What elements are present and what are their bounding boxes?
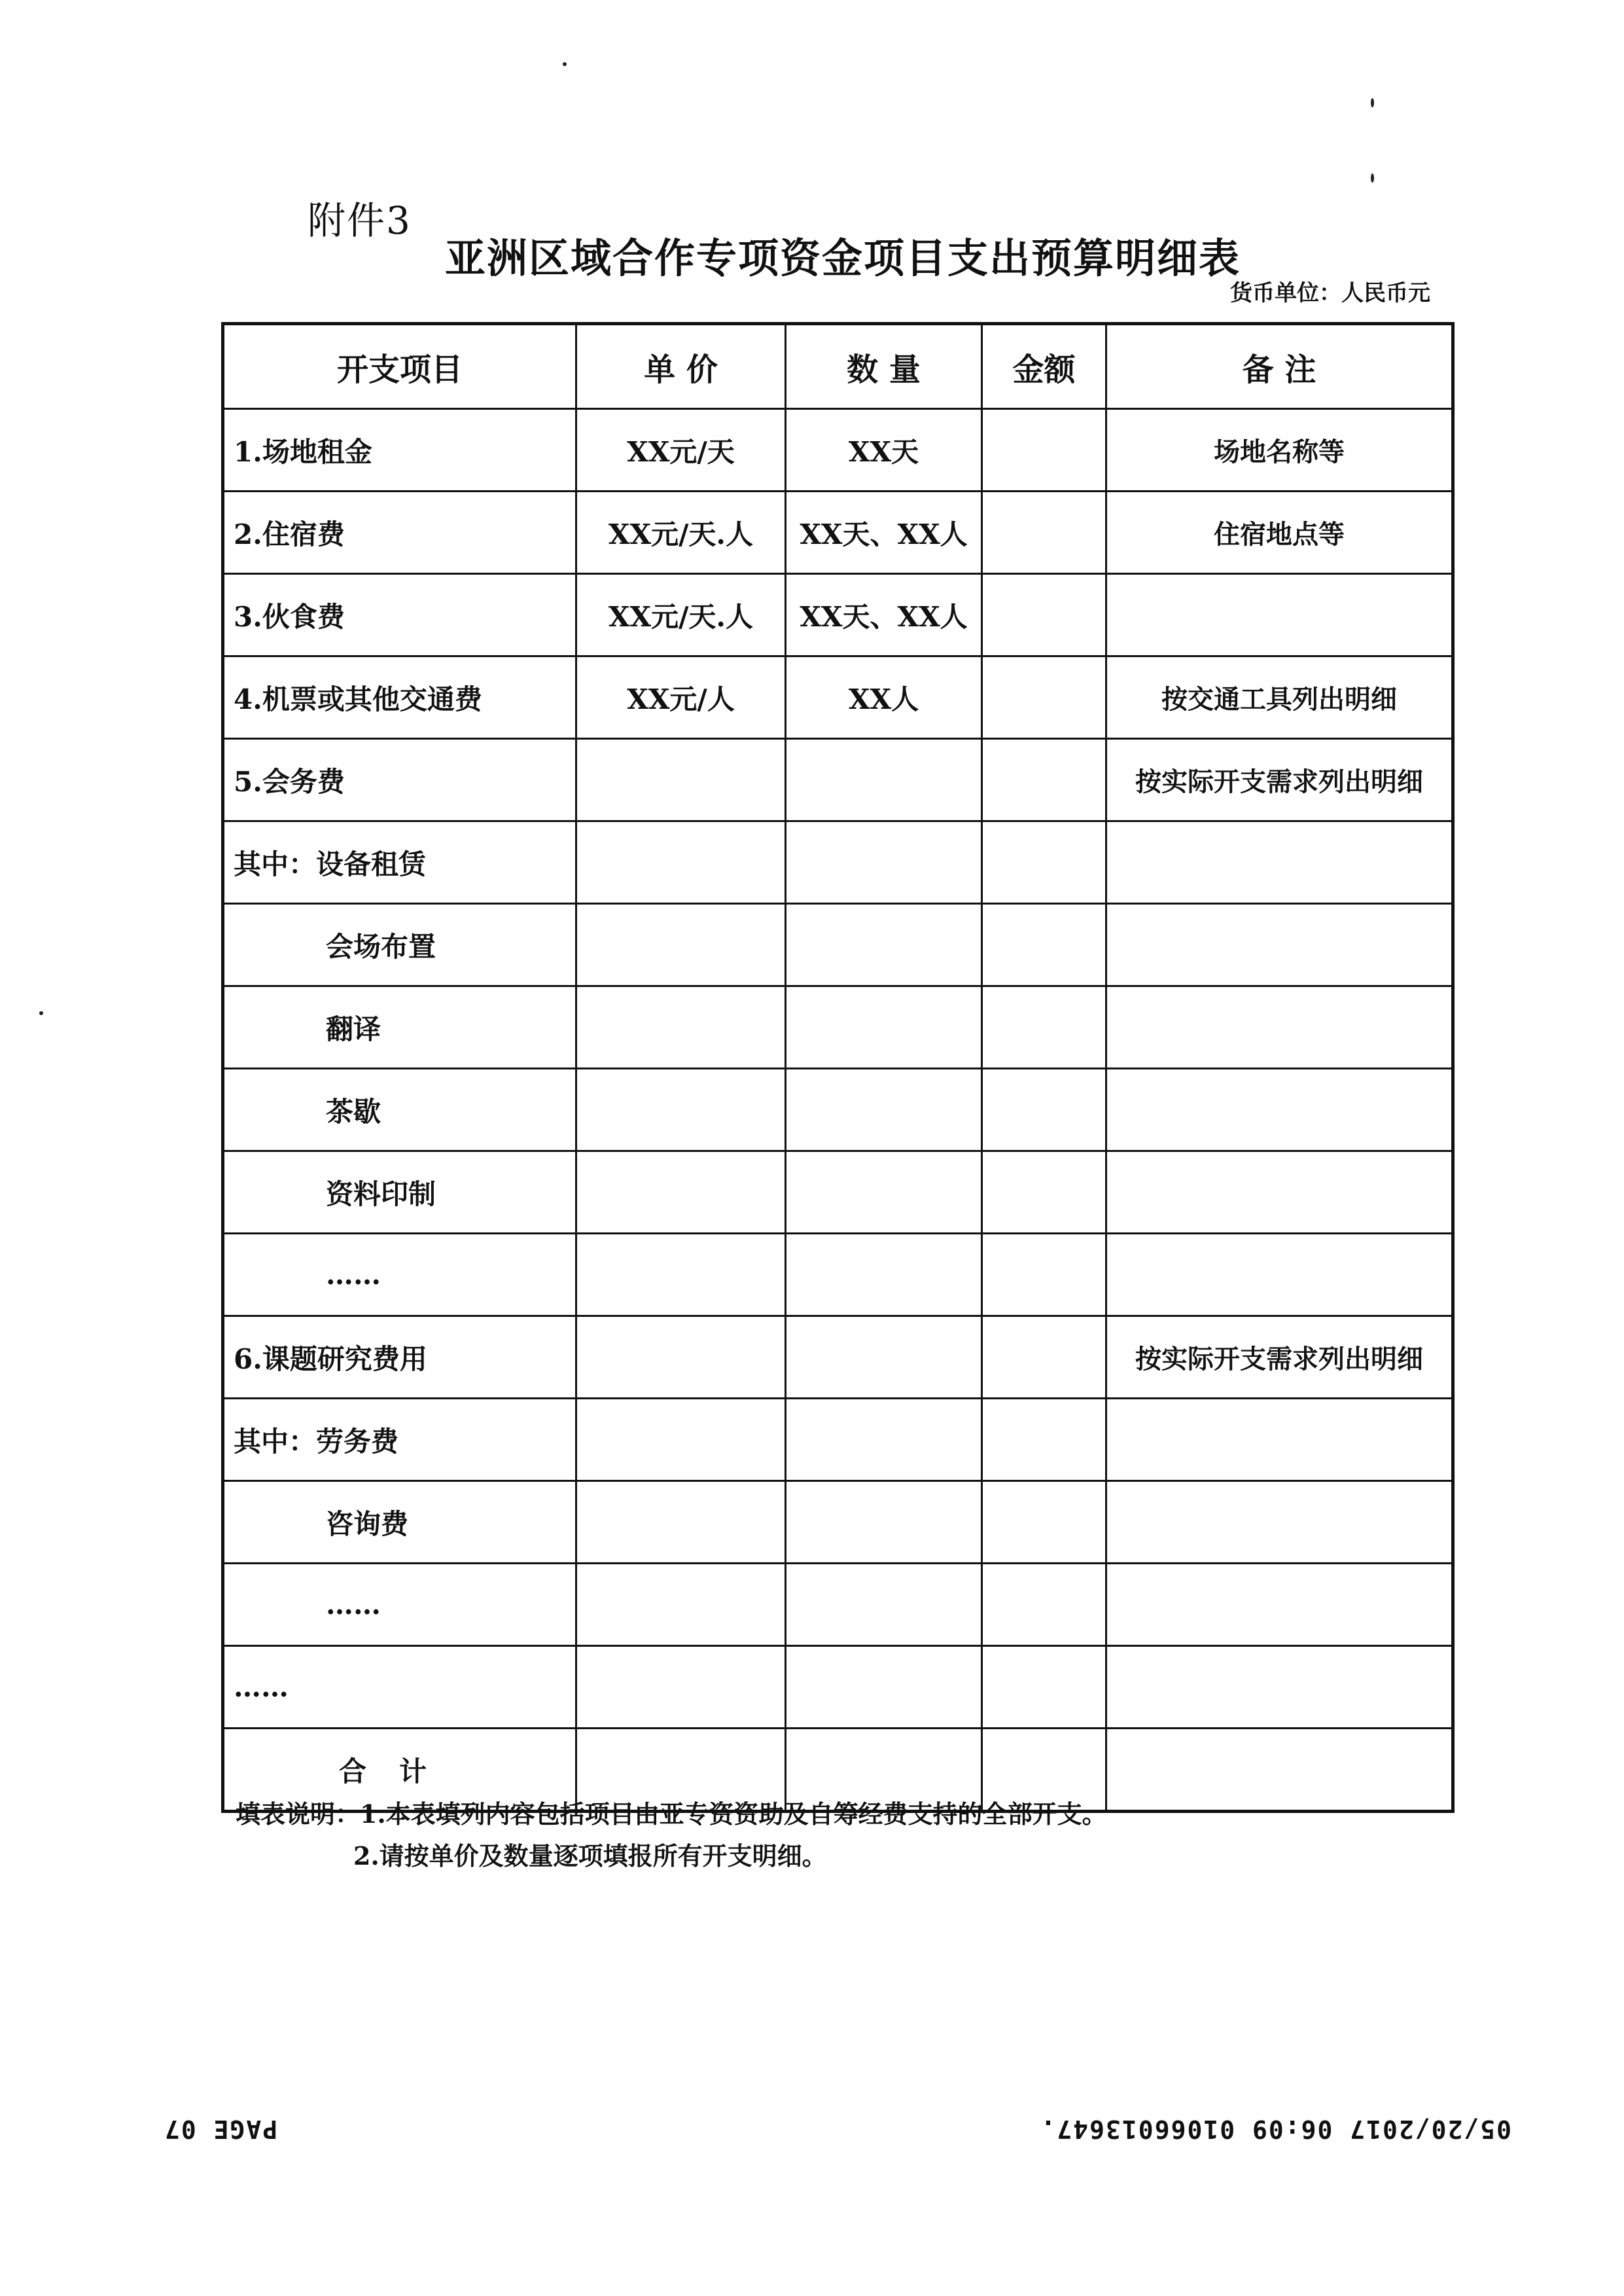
cell-item: 资料印制 <box>223 1151 576 1234</box>
cell-note <box>1106 1234 1453 1316</box>
cell-note <box>1106 986 1453 1069</box>
cell-item: …… <box>223 1646 576 1729</box>
scan-speck <box>1371 98 1374 107</box>
table-body <box>223 409 1453 1812</box>
cell-amount <box>982 1234 1106 1316</box>
cell-quantity <box>786 739 982 821</box>
cell-quantity <box>786 1399 982 1481</box>
table-row <box>223 409 1453 492</box>
table-row <box>223 1151 1453 1234</box>
fill-instructions <box>236 1793 1107 1877</box>
cell-unit-price <box>576 904 786 986</box>
cell-item: 4.机票或其他交通费 <box>223 656 576 739</box>
cell-item: 6.课题研究费用 <box>223 1316 576 1399</box>
scan-speck <box>563 62 567 66</box>
table-row <box>223 904 1453 986</box>
cell-note: 按交通工具列出明细 <box>1106 656 1453 739</box>
cell-quantity: XX天、XX人 <box>786 574 982 656</box>
table-row <box>223 656 1453 739</box>
cell-note <box>1106 904 1453 986</box>
document-title: 亚洲区域合作专项资金项目支出预算明细表 <box>445 234 1241 282</box>
cell-amount <box>982 574 1106 656</box>
cell-amount <box>982 739 1106 821</box>
table-row <box>223 1069 1453 1151</box>
cell-note <box>1106 574 1453 656</box>
cell-unit-price <box>576 821 786 904</box>
cell-amount <box>982 409 1106 492</box>
cell-unit-price <box>576 739 786 821</box>
cell-note <box>1106 821 1453 904</box>
cell-item: 2.住宿费 <box>223 492 576 574</box>
cell-amount <box>982 492 1106 574</box>
cell-amount <box>982 904 1106 986</box>
cell-item: 会场布置 <box>223 904 576 986</box>
cell-item: 茶歇 <box>223 1069 576 1151</box>
cell-item: 其中：设备租赁 <box>223 821 576 904</box>
currency-unit: 货币单位：人民币元 <box>1230 280 1430 306</box>
cell-unit-price <box>576 1069 786 1151</box>
table-row <box>223 574 1453 656</box>
cell-quantity <box>786 1481 982 1564</box>
cell-item: 翻译 <box>223 986 576 1069</box>
cell-item: 5.会务费 <box>223 739 576 821</box>
table-row <box>223 1234 1453 1316</box>
table-row <box>223 1646 1453 1729</box>
instruction-line-1: 填表说明：1.本表填列内容包括项目由亚专资资助及自筹经费支持的全部开支。 <box>236 1799 1107 1829</box>
cell-note <box>1106 1151 1453 1234</box>
cell-quantity: XX天、XX人 <box>786 492 982 574</box>
column-header-unit-price: 单 价 <box>576 324 786 409</box>
cell-item: …… <box>223 1564 576 1646</box>
cell-unit-price: XX元/天.人 <box>576 492 786 574</box>
column-header-item: 开支项目 <box>223 324 576 409</box>
cell-quantity <box>786 1069 982 1151</box>
fax-page-number: PAGE 07 <box>164 2115 278 2144</box>
table-row <box>223 1481 1453 1564</box>
cell-amount <box>982 1564 1106 1646</box>
cell-unit-price <box>576 1646 786 1729</box>
cell-amount <box>982 1399 1106 1481</box>
cell-unit-price <box>576 1399 786 1481</box>
table-row <box>223 739 1453 821</box>
cell-quantity: XX人 <box>786 656 982 739</box>
cell-quantity: XX天 <box>786 409 982 492</box>
cell-item: 合计 <box>223 1729 576 1812</box>
fax-footer <box>164 2111 1511 2144</box>
cell-amount <box>982 1316 1106 1399</box>
cell-quantity <box>786 986 982 1069</box>
table-row <box>223 1316 1453 1399</box>
cell-unit-price <box>576 1316 786 1399</box>
cell-note: 住宿地点等 <box>1106 492 1453 574</box>
cell-item: 3.伙食费 <box>223 574 576 656</box>
cell-unit-price <box>576 1234 786 1316</box>
cell-amount <box>982 656 1106 739</box>
cell-item: 1.场地租金 <box>223 409 576 492</box>
column-header-note: 备 注 <box>1106 324 1453 409</box>
cell-item: …… <box>223 1234 576 1316</box>
cell-unit-price <box>576 986 786 1069</box>
cell-note <box>1106 1069 1453 1151</box>
cell-amount <box>982 986 1106 1069</box>
cell-unit-price <box>576 1564 786 1646</box>
cell-note: 场地名称等 <box>1106 409 1453 492</box>
cell-unit-price: XX元/天 <box>576 409 786 492</box>
cell-quantity <box>786 1316 982 1399</box>
cell-note <box>1106 1481 1453 1564</box>
column-header-amount: 金额 <box>982 324 1106 409</box>
cell-unit-price: XX元/天.人 <box>576 574 786 656</box>
cell-item: 咨询费 <box>223 1481 576 1564</box>
cell-unit-price <box>576 1151 786 1234</box>
cell-quantity <box>786 904 982 986</box>
cell-item: 其中：劳务费 <box>223 1399 576 1481</box>
scan-speck <box>39 1011 43 1015</box>
fax-timestamp: 05/20/2017 06:09 01066013647. <box>1039 2115 1511 2144</box>
instruction-line-2: 2.请按单价及数量逐项填报所有开支明细。 <box>353 1841 827 1871</box>
cell-amount <box>982 1481 1106 1564</box>
attachment-label: 附件3 <box>308 198 412 243</box>
cell-quantity <box>786 1646 982 1729</box>
table-row <box>223 821 1453 904</box>
scan-speck <box>1371 173 1374 183</box>
table-row <box>223 492 1453 574</box>
cell-quantity <box>786 1234 982 1316</box>
cell-quantity <box>786 1564 982 1646</box>
cell-note: 按实际开支需求列出明细 <box>1106 739 1453 821</box>
cell-amount <box>982 1646 1106 1729</box>
cell-note <box>1106 1646 1453 1729</box>
table-row <box>223 1564 1453 1646</box>
cell-note: 按实际开支需求列出明细 <box>1106 1316 1453 1399</box>
table-row <box>223 986 1453 1069</box>
cell-unit-price <box>576 1481 786 1564</box>
cell-quantity <box>786 821 982 904</box>
cell-note <box>1106 1564 1453 1646</box>
budget-table <box>221 322 1455 1813</box>
table-header-row <box>223 324 1453 409</box>
column-header-quantity: 数 量 <box>786 324 982 409</box>
cell-amount <box>982 1069 1106 1151</box>
cell-amount <box>982 1151 1106 1234</box>
cell-note <box>1106 1729 1453 1812</box>
cell-amount <box>982 821 1106 904</box>
cell-note <box>1106 1399 1453 1481</box>
cell-unit-price: XX元/人 <box>576 656 786 739</box>
cell-quantity <box>786 1151 982 1234</box>
table-row <box>223 1399 1453 1481</box>
